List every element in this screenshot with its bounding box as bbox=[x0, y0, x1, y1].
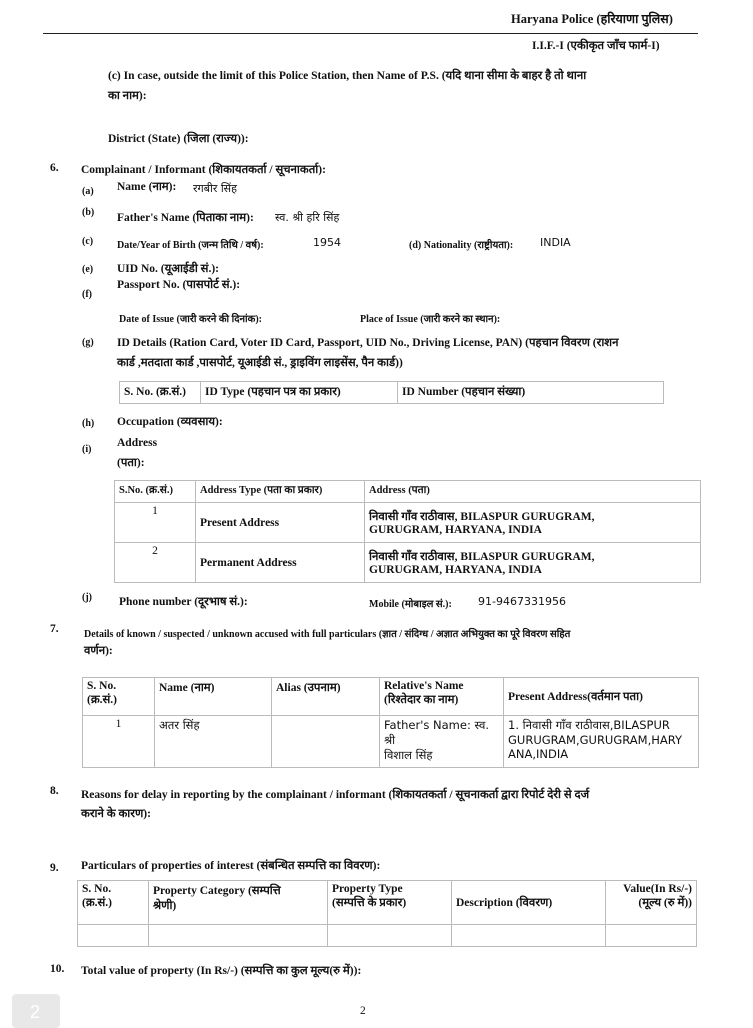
section-7-number: 7. bbox=[50, 623, 59, 635]
id-details-line2: कार्ड ,मतदाता कार्ड ,पासपोर्ट, यूआईडी सं., ड्राइविंग लाइसेंस, पैन कार्ड)) bbox=[117, 357, 403, 369]
table-row bbox=[78, 925, 697, 947]
id-details-line1: ID Details (Ration Card, Voter ID Card, Passport, UID No., Driving License, PAN) (पहचान विवरण (राशन bbox=[117, 337, 619, 349]
accused-col-relative bbox=[380, 678, 504, 716]
letter-g: (g) bbox=[82, 337, 94, 348]
outside-ps-line1: (c) In case, outside the limit of this Police Station, then Name of P.S. (यदि थाना सीमा के बाहर है तो थाना bbox=[108, 70, 587, 82]
letter-f: (f) bbox=[82, 289, 92, 300]
addr-line2: GURUGRAM, HARYANA, INDIA bbox=[369, 524, 542, 536]
name-value: रगबीर सिंह bbox=[193, 182, 237, 195]
table-header-row bbox=[83, 678, 699, 716]
addr-col-sno: S.No. (क्र.सं.) bbox=[115, 481, 196, 503]
place-of-issue-label: Place of Issue (जारी करने का स्थान): bbox=[360, 314, 501, 325]
page-indicator-badge[interactable] bbox=[12, 994, 60, 1028]
section-9-number: 9. bbox=[50, 862, 59, 874]
relative-line1: Father's Name: स्व. श्री bbox=[384, 718, 489, 747]
prop-cell bbox=[328, 925, 452, 947]
accused-addr-line3: ANA,INDIA bbox=[508, 747, 569, 761]
accused-col-alias: Alias (उपनाम) bbox=[272, 678, 380, 716]
accused-relative bbox=[380, 716, 504, 768]
accused-addr-line1: 1. निवासी गाँव राठीवास,BILASPUR bbox=[508, 718, 670, 732]
accused-title-line1: Details of known / suspected / unknown accused with full particulars (ज्ञात / संदिग्ध / अज्ञात अभियुक्त का पूरे विवरण सहित bbox=[84, 629, 571, 640]
address-table bbox=[114, 480, 701, 583]
date-of-issue-label: Date of Issue (जारी करने की दिनांक): bbox=[119, 314, 262, 325]
letter-c: (c) bbox=[82, 236, 94, 247]
prop-cell bbox=[606, 925, 697, 947]
letter-j: (j) bbox=[82, 592, 92, 603]
addr-value bbox=[365, 543, 701, 583]
nationality-value: INDIA bbox=[540, 236, 571, 249]
prop-type-hi: (सम्पत्ति के प्रकार) bbox=[332, 897, 407, 909]
accused-sno: 1 bbox=[83, 716, 155, 768]
addr-value bbox=[365, 503, 701, 543]
section-8-number: 8. bbox=[50, 785, 59, 797]
properties-table bbox=[77, 880, 697, 947]
father-name-value: स्व. श्री हरि सिंह bbox=[275, 211, 340, 224]
table-header-row bbox=[120, 382, 664, 404]
col-sno-en: S. No. bbox=[87, 680, 117, 692]
mobile-value: 91-9467331956 bbox=[478, 595, 566, 608]
addr-col-address: Address (पता) bbox=[365, 481, 701, 503]
prop-type-en: Property Type bbox=[332, 883, 403, 895]
total-value-label: Total value of property (In Rs/-) (सम्पत्ति का कुल मूल्य(रु में)): bbox=[81, 965, 362, 977]
accused-col-address: Present Address(वर्तमान पता) bbox=[504, 678, 699, 716]
id-col-number: ID Number (पहचान संख्या) bbox=[398, 382, 664, 404]
org-name: Haryana Police (हरियाणा पुलिस) bbox=[511, 12, 673, 26]
id-col-sno: S. No. (क्र.सं.) bbox=[120, 382, 201, 404]
section-10-number: 10. bbox=[50, 963, 65, 975]
accused-address bbox=[504, 716, 699, 768]
addr-line1: निवासी गाँव राठीवास, BILASPUR GURUGRAM, bbox=[369, 511, 595, 523]
mobile-label: Mobile (मोबाइल सं.): bbox=[369, 599, 452, 610]
addr-line1: निवासी गाँव राठीवास, BILASPUR GURUGRAM, bbox=[369, 551, 595, 563]
district-label: District (State) (जिला (राज्य)): bbox=[108, 133, 249, 145]
prop-cat-hi: श्रेणी) bbox=[153, 900, 177, 912]
accused-alias bbox=[272, 716, 380, 768]
name-label: Name (नाम): bbox=[117, 181, 177, 193]
uid-label: UID No. (यूआईडी सं.): bbox=[117, 263, 219, 275]
prop-col-sno bbox=[78, 881, 149, 925]
prop-sno-hi: (क्र.सं.) bbox=[82, 897, 113, 909]
occupation-label: Occupation (व्यवसाय): bbox=[117, 416, 223, 428]
letter-b: (b) bbox=[82, 207, 95, 218]
addr-col-type: Address Type (पता का प्रकार) bbox=[196, 481, 365, 503]
prop-col-type bbox=[328, 881, 452, 925]
dob-value: 1954 bbox=[313, 236, 341, 249]
prop-cell bbox=[149, 925, 328, 947]
header-divider bbox=[43, 33, 698, 34]
table-row bbox=[115, 503, 701, 543]
accused-addr-line2: GURUGRAM,GURUGRAM,HARY bbox=[508, 733, 683, 747]
addr-type: Permanent Address bbox=[196, 543, 365, 583]
prop-col-category bbox=[149, 881, 328, 925]
complainant-title: Complainant / Informant (शिकायतकर्ता / सूचनाकर्ता): bbox=[81, 164, 326, 176]
table-header-row bbox=[115, 481, 701, 503]
properties-title: Particulars of properties of interest (संबन्धित सम्पत्ति का विवरण): bbox=[81, 860, 381, 872]
passport-label: Passport No. (पासपोर्ट सं.): bbox=[117, 279, 241, 291]
accused-col-name: Name (नाम) bbox=[155, 678, 272, 716]
outside-ps-line2: का नाम): bbox=[108, 90, 147, 102]
table-row bbox=[115, 543, 701, 583]
prop-col-value bbox=[606, 881, 697, 925]
prop-col-description: Description (विवरण) bbox=[452, 881, 606, 925]
section-6-number: 6. bbox=[50, 162, 59, 174]
prop-cell bbox=[78, 925, 149, 947]
prop-val-en: Value(In Rs/-) bbox=[623, 883, 692, 895]
table-header-row bbox=[78, 881, 697, 925]
addr-line2: GURUGRAM, HARYANA, INDIA bbox=[369, 564, 542, 576]
dob-label: Date/Year of Birth (जन्म तिथि / वर्ष): bbox=[117, 240, 264, 251]
prop-val-hi: (मूल्य (रु में)) bbox=[638, 897, 692, 909]
page-indicator-number: 2 bbox=[30, 1002, 41, 1022]
addr-type: Present Address bbox=[196, 503, 365, 543]
address-label-hindi: (पता): bbox=[117, 457, 145, 469]
col-rel-hi: (रिश्तेदार का नाम) bbox=[384, 694, 459, 706]
addr-sno: 2 bbox=[115, 543, 196, 583]
table-row bbox=[83, 716, 699, 768]
form-name: I.I.F.-I (एकीकृत जाँच फार्म-I) bbox=[532, 40, 660, 52]
nationality-label: (d) Nationality (राष्ट्रीयता): bbox=[409, 240, 514, 251]
phone-label: Phone number (दूरभाष सं.): bbox=[119, 596, 248, 608]
letter-h: (h) bbox=[82, 418, 95, 429]
accused-table bbox=[82, 677, 699, 768]
prop-cat-en: Property Category (सम्पत्ति bbox=[153, 885, 281, 897]
col-rel-en: Relative's Name bbox=[384, 680, 464, 692]
letter-i: (i) bbox=[82, 444, 92, 455]
letter-e: (e) bbox=[82, 264, 94, 275]
page-number: 2 bbox=[360, 1005, 366, 1017]
prop-cell bbox=[452, 925, 606, 947]
id-col-type: ID Type (पहचान पत्र का प्रकार) bbox=[201, 382, 398, 404]
id-details-table bbox=[119, 381, 664, 404]
prop-sno-en: S. No. bbox=[82, 883, 112, 895]
accused-title-line2: वर्णन): bbox=[84, 645, 113, 657]
delay-reason-line1: Reasons for delay in reporting by the complainant / informant (शिकायतकर्ता / सूचनाकर्ता द्वारा रिपोर्ट देरी से दर्ज bbox=[81, 789, 590, 801]
accused-name: अतर सिंह bbox=[155, 716, 272, 768]
relative-line2: विशाल सिंह bbox=[384, 748, 433, 762]
letter-a: (a) bbox=[82, 186, 94, 197]
addr-sno: 1 bbox=[115, 503, 196, 543]
delay-reason-line2: कराने के कारण): bbox=[81, 808, 151, 820]
col-sno-hi: (क्र.सं.) bbox=[87, 694, 118, 706]
father-name-label: Father's Name (पिताका नाम): bbox=[117, 212, 254, 224]
address-label: Address bbox=[117, 437, 158, 449]
accused-col-sno bbox=[83, 678, 155, 716]
